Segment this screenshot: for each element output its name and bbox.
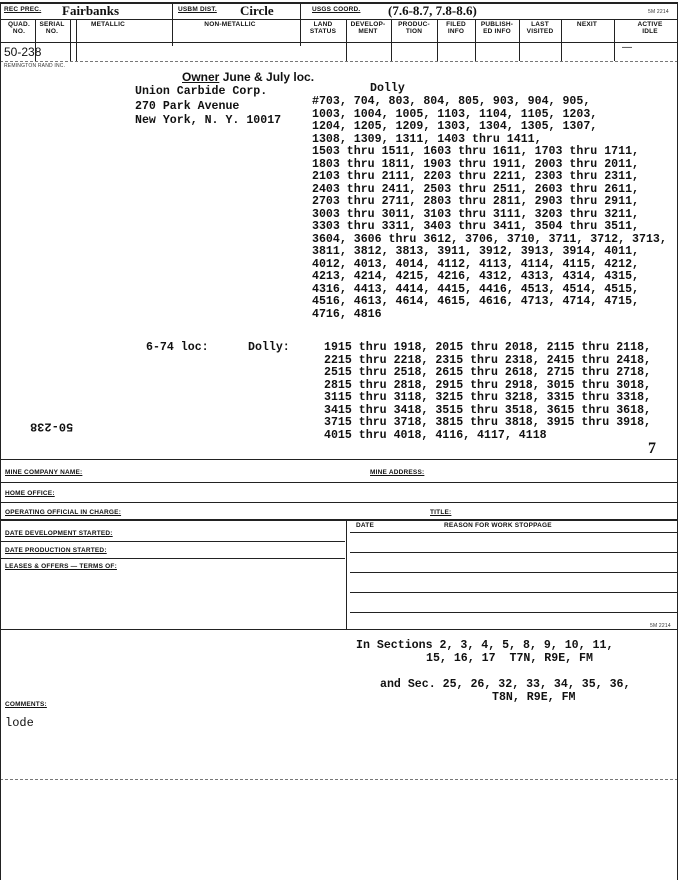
comments-label: COMMENTS: [5, 701, 47, 708]
claims-group-title: Dolly [370, 82, 405, 95]
claim-674-line: 4015 thru 4018, 4116, 4117, 4118 [324, 428, 547, 442]
owner-address [135, 86, 281, 128]
col-last-visited: LAST VISITED [526, 21, 554, 35]
owner-line: Union Carbide Corp. [135, 85, 268, 98]
claim-674-line: 1915 thru 1918, 2015 thru 2018, 2115 thru 2118, [324, 341, 651, 354]
col-quad: QUAD. NO. [8, 21, 30, 35]
claim-line: 3003 thru 3011, 3103 thru 3111, 3203 thru 3211, [312, 207, 639, 221]
operating-official-label: OPERATING OFFICIAL IN CHARGE: [5, 509, 122, 516]
rotated-serial: 50-238 [30, 419, 74, 434]
comments-value: lode [5, 716, 34, 730]
home-office-label: HOME OFFICE: [5, 490, 55, 497]
printer-mark: REMINGTON RAND INC. [4, 63, 66, 69]
claim-line: 4012, 4013, 4014, 4112, 4113, 4114, 4115, 4212, [312, 257, 639, 271]
usbm-dist-value: Circle [240, 3, 274, 18]
rec-prec-label: REC PREC. [4, 6, 42, 13]
sections-line: and Sec. 25, 26, 32, 33, 34, 35, 36, [380, 678, 631, 691]
claim-line: 1204, 1205, 1209, 1303, 1304, 1305, 1307, [312, 120, 598, 133]
owner-period: June & July loc. [222, 70, 315, 84]
claim-line: 1003, 1004, 1005, 1103, 1104, 1105, 1203, [312, 107, 598, 121]
mine-company-label: MINE COMPANY NAME: [5, 469, 83, 476]
col-nexit: NEXIT [576, 21, 598, 28]
claim-line: 4516, 4613, 4614, 4615, 4616, 4713, 4714, 4715, [312, 295, 639, 308]
quad-serial-value: 50-238 [4, 45, 42, 59]
usbm-dist-label: USBM DIST. [178, 6, 217, 13]
sections-block [356, 640, 630, 704]
owner-line: New York, N. Y. 10017 [135, 114, 282, 127]
leases-label: LEASES & OFFERS — TERMS OF: [5, 563, 117, 570]
claim-674-line: 2215 thru 2218, 2315 thru 2318, 2415 thru 2418, [324, 353, 651, 367]
col-active-idle: ACTIVE IDLE [637, 21, 663, 35]
col-filed-info: FILED INFO [446, 21, 466, 35]
claim-line: 4716, 4816 [312, 307, 382, 321]
col-development: DEVELOP- MENT [350, 21, 386, 35]
claim-line: 4316, 4413, 4414, 4415, 4416, 4513, 4514, 4515, [312, 282, 639, 296]
col-land-status: LAND STATUS [309, 21, 337, 35]
claims-674-label: 6-74 loc: [146, 341, 209, 354]
dash-mark: — [622, 42, 632, 53]
claim-line: 3303 thru 3311, 3403 thru 3411, 3504 thru 3511, [312, 220, 639, 233]
claim-674-line: 3715 thru 3718, 3815 thru 3818, 3915 thru 3918, [324, 416, 651, 429]
claim-674-line: 3115 thru 3118, 3215 thru 3218, 3315 thru 3318, [324, 391, 651, 404]
usgs-coord-label: USGS COORD. [312, 6, 361, 13]
claim-line: 2703 thru 2711, 2803 thru 2811, 2903 thru 2911, [312, 195, 639, 208]
owner-label: Owner [182, 70, 220, 84]
reason-col-label: REASON FOR WORK STOPPAGE [444, 522, 552, 529]
claim-line: 3604, 3606 thru 3612, 3706, 3710, 3711, 3712, 3713, [312, 232, 667, 246]
sections-line: 15, 16, 17 T7N, R9E, FM [426, 651, 593, 665]
end-mark: 7 [648, 440, 656, 457]
date-production-label: DATE PRODUCTION STARTED: [5, 547, 107, 554]
col-nonmetallic: NON-METALLIC [204, 21, 256, 28]
claim-line: 1803 thru 1811, 1903 thru 1911, 2003 thru 2011, [312, 157, 639, 171]
date-development-label: DATE DEVELOPMENT STARTED: [5, 530, 113, 537]
small-form-code: 5M 2214 [650, 623, 671, 629]
col-published-info: PUBLISH- ED INFO [480, 21, 514, 35]
mine-address-label: MINE ADDRESS: [370, 469, 425, 476]
claim-674-line: 2515 thru 2518, 2615 thru 2618, 2715 thru 2718, [324, 366, 651, 379]
form-number: 5M 2214 [648, 9, 669, 15]
sections-line: In Sections 2, 3, 4, 5, 8, 9, 10, 11, [356, 639, 614, 652]
claims-674-title: Dolly: [248, 341, 290, 354]
claim-line: 1308, 1309, 1311, 1403 thru 1411, [312, 132, 542, 146]
sections-line: T8N, R9E, FM [492, 690, 576, 704]
col-metallic: METALLIC [91, 21, 125, 28]
title-label: TITLE: [430, 509, 452, 516]
owner-line: 270 Park Avenue [135, 99, 240, 113]
claims-list [312, 96, 667, 321]
rec-prec-value: Fairbanks [62, 3, 120, 18]
claim-line: 2403 thru 2411, 2503 thru 2511, 2603 thru 2611, [312, 182, 639, 196]
date-col-label: DATE [356, 522, 375, 529]
col-serial: SERIAL NO. [39, 21, 65, 35]
claim-line: 1503 thru 1511, 1603 thru 1611, 1703 thru 1711, [312, 145, 639, 158]
owner-heading [182, 70, 314, 84]
claims-674-list [324, 342, 651, 442]
col-production: PRODUC- TION [398, 21, 430, 35]
claim-674-line: 2815 thru 2818, 2915 thru 2918, 3015 thru 3018, [324, 378, 651, 392]
claim-line: 2103 thru 2111, 2203 thru 2211, 2303 thru 2311, [312, 170, 639, 183]
usgs-coord-value: (7.6-8.7, 7.8-8.6) [388, 3, 477, 18]
claim-674-line: 3415 thru 3418, 3515 thru 3518, 3615 thru 3618, [324, 403, 651, 417]
claim-line: #703, 704, 803, 804, 805, 903, 904, 905, [312, 95, 591, 108]
claim-line: 4213, 4214, 4215, 4216, 4312, 4313, 4314, 4315, [312, 270, 639, 283]
claim-line: 3811, 3812, 3813, 3911, 3912, 3913, 3914, 4011, [312, 245, 639, 258]
